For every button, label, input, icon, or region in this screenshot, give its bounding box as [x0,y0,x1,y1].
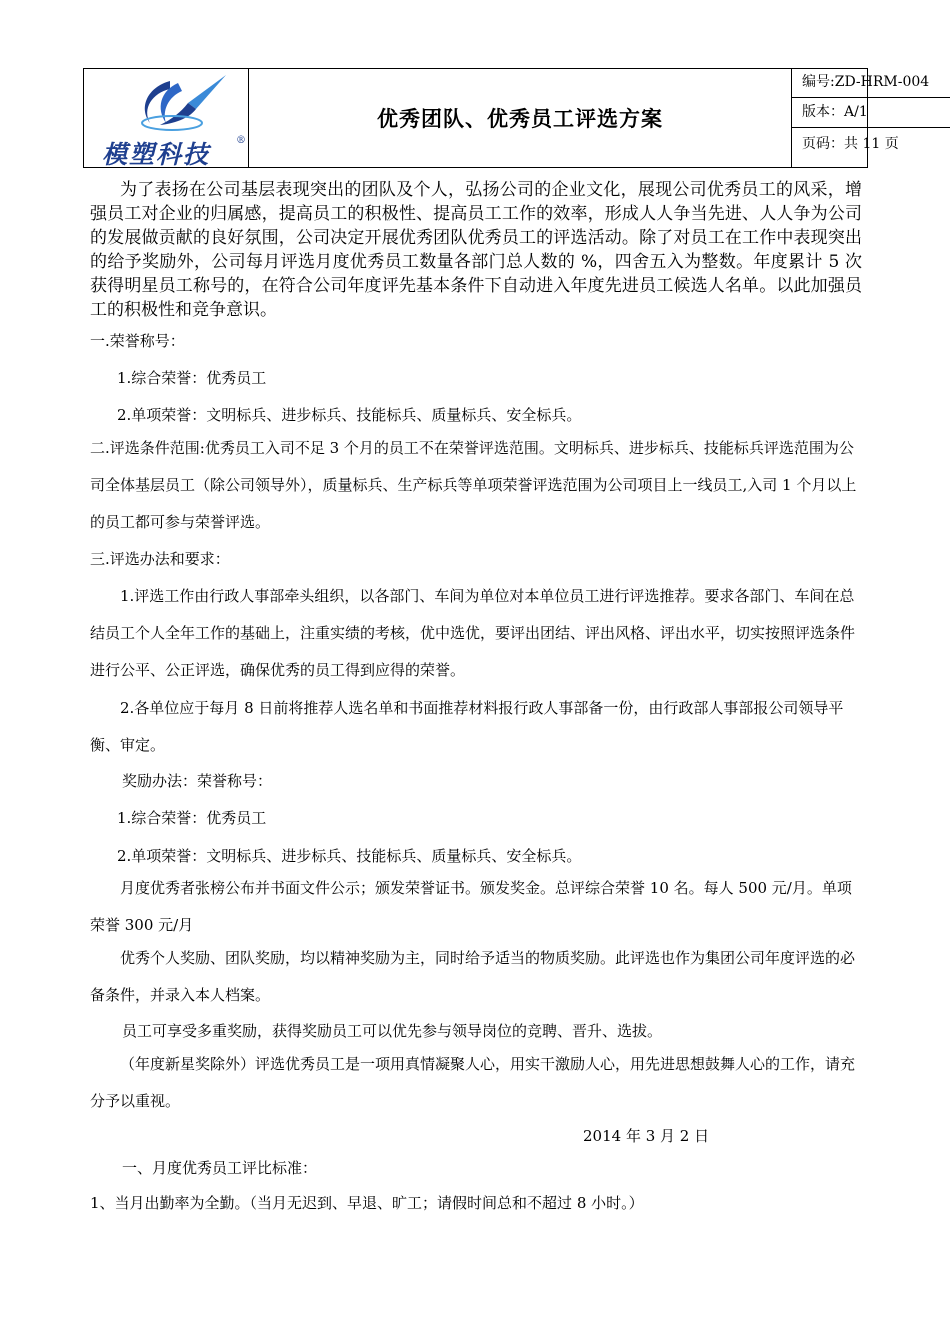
section-1-title: 一.荣誉称号： [90,332,185,350]
logo-cell [84,69,249,167]
registered-mark: ® [236,135,246,146]
section-3-item-1: 1.评选工作由行政人事部牵头组织，以各部门、车间为单位对本单位员工进行评选推荐。要求各部门、车间在总结员工个人全年工作的基础上，注重实绩的考核，优中选优，要评出团结、评出风格、评出水平，切实按照评选条件进行公平、公正评选，确保优秀的员工得到应得的荣誉。 [90,587,856,679]
document-version: 版本：A/1 [802,104,868,120]
document-meta [791,69,950,167]
document-title: 优秀团队、优秀员工评选方案 [377,106,663,131]
meta-divider [792,97,950,98]
intro-paragraph: 为了表扬在公司基层表现突出的团队及个人，弘扬公司的企业文化，展现公司优秀员工的风采，增强员工对企业的归属感，提高员工的积极性、提高员工工作的效率，形成人人争当先进、人人争为公司的发展做贡献的良好氛围，公司决定开展优秀团队优秀员工的评选活动。除了对员工在工作中表现突出的给予奖励外，公司每月评选月度优秀员工数量各部门总人数的 %，四舍五入为整数。年度累计 5 次获得明星员工称号的，在符合公司年度评先基本条件下自动进入年度先进员工候选人名单。以此加强员工的积极性和竞争意识。 [90,180,862,320]
document-number: 编号:ZD-HRM-004 [802,74,930,90]
reward-paragraph-2: 优秀个人奖励、团队奖励，均以精神奖励为主，同时给予适当的物质奖励。此评选也作为集团公司年度评选的必备条件，并录入本人档案。 [90,949,856,1004]
document-date: 2014 年 3 月 2 日 [583,1127,710,1145]
reward-paragraph-4: （年度新星奖除外）评选优秀员工是一项用真情凝聚人心，用实干激励人心，用先进思想鼓舞人心的工作，请充分予以重视。 [90,1055,856,1110]
reward-title: 奖励办法：荣誉称号： [122,772,273,790]
standard-title: 一、月度优秀员工评比标准： [122,1159,318,1177]
section-2-text: 二.评选条件范围:优秀员工入司不足 3 个月的员工不在荣誉评选范围。文明标兵、进步标兵、技能标兵评选范围为公司全体基层员工（除公司领导外），质量标兵、生产标兵等单项荣誉评选范围为公司项目上一线员工,入司 1 个月以上的员工都可参与荣誉评选。 [90,439,857,531]
standard-item-1: 1、当月出勤率为全勤。（当月无迟到、早退、旷工；请假时间总和不超过 8 小时。） [90,1194,644,1212]
reward-item-1: 1.综合荣誉：优秀员工 [117,809,267,827]
reward-item-2: 2.单项荣誉：文明标兵、进步标兵、技能标兵、质量标兵、安全标兵。 [117,847,582,865]
section-3-title: 三.评选办法和要求： [90,550,230,568]
section-1-item-1: 1.综合荣誉：优秀员工 [117,369,267,387]
reward-text: 月度优秀者张榜公布并书面文件公示；颁发荣誉证书。颁发奖金。总评综合荣誉 10 名。每人 500 元/月。单项荣誉 300 元/月 [90,879,852,934]
section-3-item-2: 2.各单位应于每月 8 日前将推荐人选名单和书面推荐材料报行政人事部备一份，由行政部人事部报公司领导平衡、审定。 [90,699,844,754]
company-logo-icon [130,73,230,135]
reward-paragraph-3: 员工可享受多重奖励，获得奖励员工可以优先参与领导岗位的竞聘、晋升、选拔。 [122,1022,663,1040]
logo-text: 模塑科技 [102,140,211,169]
page-count: 页码：共 11 页 [802,136,899,152]
document-header [83,68,930,169]
meta-divider [792,127,950,128]
section-1-item-2: 2.单项荣誉：文明标兵、进步标兵、技能标兵、质量标兵、安全标兵。 [117,406,582,424]
